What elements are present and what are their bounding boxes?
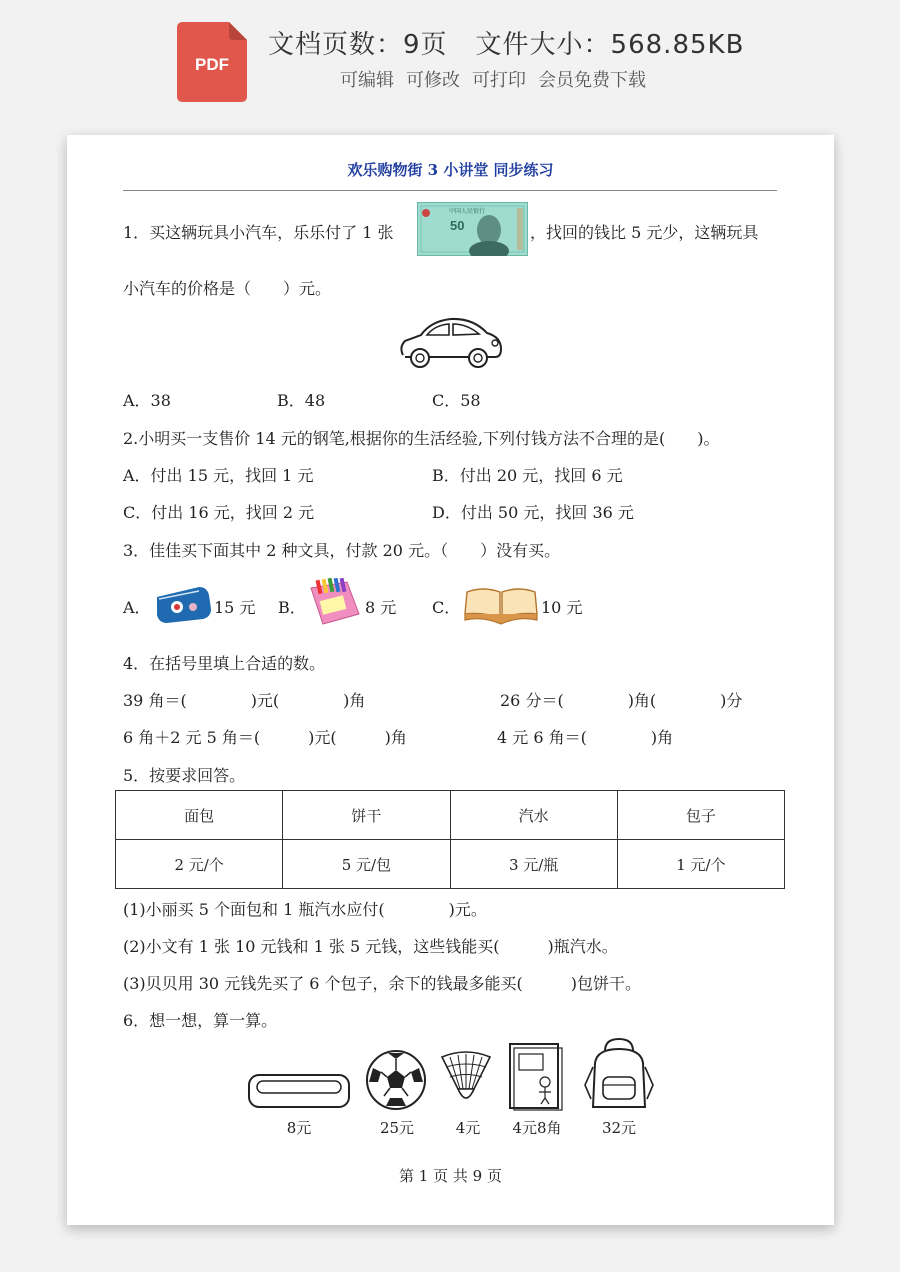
pdf-file-icon <box>177 22 247 102</box>
q1-option-b: B．48 <box>277 391 326 410</box>
q3-option-c-price: 10 元 <box>541 598 583 617</box>
pencil-case-icon <box>153 583 213 625</box>
q6-price-backpack: 32元 <box>601 1119 637 1137</box>
pdf-icon-label: PDF <box>195 55 229 74</box>
q5-sub3: (3)贝贝用 30 元钱先买了 6 个包子，余下的钱最多能买( )包饼干。 <box>123 974 642 993</box>
table-cell: 5 元/包 <box>283 840 450 889</box>
download-header <box>0 0 900 120</box>
shuttlecock-icon <box>440 1049 492 1109</box>
q6-price-pencil-case: 8元 <box>286 1119 312 1137</box>
table-cell: 包子 <box>617 791 784 840</box>
soccer-ball-icon <box>364 1048 428 1112</box>
q3-option-b-price: 8 元 <box>365 598 397 617</box>
q2-option-a: A．付出 15 元，找回 1 元 <box>123 466 314 485</box>
q3-option-c-label: C． <box>432 598 461 617</box>
table-cell: 面包 <box>116 791 283 840</box>
q1-text-b: ，找回的钱比 5 元少，这辆玩具 <box>530 223 759 242</box>
q1-text-a: 1．买这辆玩具小汽车，乐乐付了 1 张 <box>123 223 394 242</box>
crayon-box-icon <box>307 578 363 628</box>
backpack-icon <box>583 1037 655 1111</box>
table-cell: 2 元/个 <box>116 840 283 889</box>
q6-price-shuttlecock: 4元 <box>455 1119 481 1137</box>
page-count: 文档页数：9页 <box>268 30 448 60</box>
banknote-header-text: 中国人民银行 <box>449 208 486 215</box>
table-cell: 3 元/瓶 <box>450 840 617 889</box>
q5-sub1: (1)小丽买 5 个面包和 1 瓶汽水应付( )元。 <box>123 900 487 919</box>
file-info <box>268 24 744 61</box>
q4-row2-right: 4 元 6 角＝( )角 <box>497 728 674 747</box>
page-footer: 第 1 页 共 9 页 <box>399 1167 502 1185</box>
feature-list <box>340 66 658 92</box>
notebook-icon <box>507 1040 563 1112</box>
q6-price-ball: 25元 <box>379 1119 415 1137</box>
document-title: 欢乐购物街 3 小讲堂 同步练习 <box>347 161 554 179</box>
q2-option-d: D．付出 50 元，找回 36 元 <box>432 503 634 522</box>
q3-option-a-price: 15 元 <box>214 598 256 617</box>
table-cell: 汽水 <box>450 791 617 840</box>
q3-option-b-label: B． <box>278 598 306 617</box>
q5-sub2: (2)小文有 1 张 10 元钱和 1 张 5 元钱，这些钱能买( )瓶汽水。 <box>123 937 618 956</box>
q6-price-notebook: 4元8角 <box>512 1119 562 1137</box>
feature-editable: 可编辑 <box>340 70 394 91</box>
q1-option-c: C．58 <box>432 391 481 410</box>
book-icon <box>463 578 539 626</box>
table-cell: 1 元/个 <box>617 840 784 889</box>
pencil-case-outline-icon <box>247 1071 351 1111</box>
q1-text-c: 小汽车的价格是（ ）元。 <box>123 279 332 298</box>
document-page <box>67 135 834 1225</box>
toy-car-icon <box>397 315 503 370</box>
q5-text: 5．按要求回答。 <box>123 766 246 785</box>
q2-option-b: B．付出 20 元，找回 6 元 <box>432 466 623 485</box>
q4-row2-left: 6 角＋2 元 5 角＝( )元( )角 <box>123 728 407 747</box>
feature-printable: 可打印 <box>472 70 526 91</box>
banknote-value: 50 <box>450 218 465 233</box>
banknote-icon <box>417 202 528 256</box>
q4-row1-right: 26 分＝( )角( )分 <box>500 691 743 710</box>
q3-text: 3．佳佳买下面其中 2 种文具，付款 20 元。（ ）没有买。 <box>123 541 561 560</box>
q4-text: 4．在括号里填上合适的数。 <box>123 654 326 673</box>
q2-text: 2.小明买一支售价 14 元的钢笔,根据你的生活经验,下列付钱方法不合理的是( )。 <box>123 429 720 448</box>
feature-member-download[interactable]: 会员免费下载 <box>538 70 646 91</box>
title-divider <box>123 190 777 191</box>
q3-option-a-label: A． <box>123 598 151 617</box>
table-row <box>116 791 785 840</box>
q2-option-c: C．付出 16 元，找回 2 元 <box>123 503 315 522</box>
file-size: 文件大小：568.85KB <box>475 30 745 60</box>
q6-text: 6．想一想，算一算。 <box>123 1011 278 1030</box>
price-table <box>115 790 785 889</box>
table-row <box>116 840 785 889</box>
feature-modifiable: 可修改 <box>406 70 460 91</box>
q1-option-a: A．38 <box>123 391 171 410</box>
q4-row1-left: 39 角＝( )元( )角 <box>123 691 366 710</box>
table-cell: 饼干 <box>283 791 450 840</box>
